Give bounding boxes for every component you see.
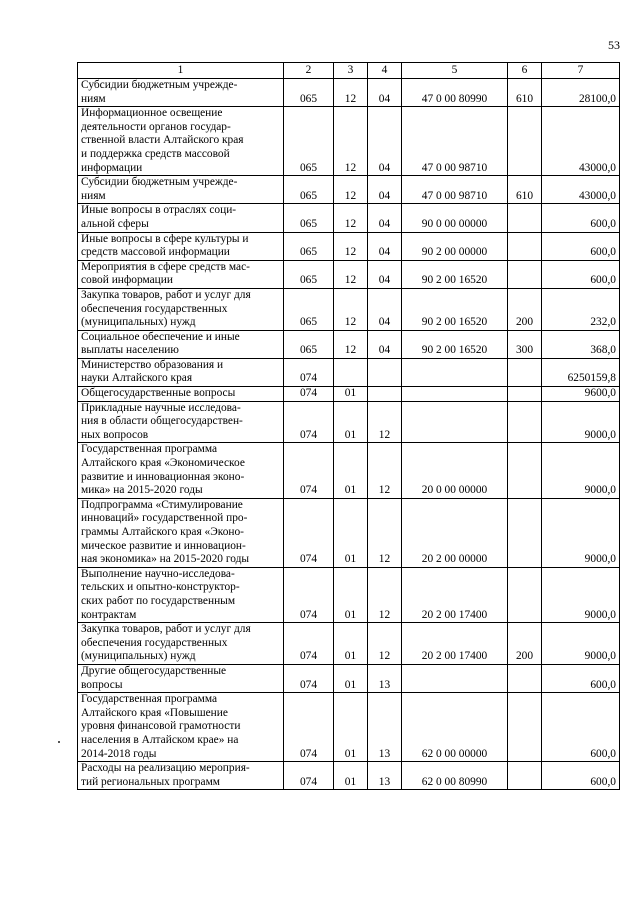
table-body: [78, 79, 620, 790]
expense-type-code: [508, 664, 542, 692]
subsection-code: 13: [368, 664, 402, 692]
section-code: 01: [334, 443, 368, 498]
ministry-code: 074: [284, 664, 334, 692]
ministry-code: 074: [284, 623, 334, 665]
ministry-code: 065: [284, 330, 334, 358]
amount: 28100,0: [542, 79, 620, 107]
item-name: Министерство образования и науки Алтайского края: [78, 358, 284, 386]
section-code: 12: [334, 330, 368, 358]
amount: 232,0: [542, 288, 620, 330]
table-row: [78, 107, 620, 176]
subsection-code: 04: [368, 204, 402, 232]
ministry-code: 065: [284, 288, 334, 330]
subsection-code: [368, 358, 402, 386]
amount: 600,0: [542, 693, 620, 762]
table-row: [78, 401, 620, 443]
table-row: [78, 204, 620, 232]
page-number: 53: [608, 38, 620, 52]
table-row: [78, 358, 620, 386]
target-article-code: 47 0 00 98710: [402, 107, 508, 176]
expense-type-code: [508, 401, 542, 443]
target-article-code: 90 2 00 16520: [402, 330, 508, 358]
ministry-code: 065: [284, 176, 334, 204]
section-code: 01: [334, 693, 368, 762]
expense-type-code: [508, 260, 542, 288]
section-code: [334, 358, 368, 386]
table-row: [78, 176, 620, 204]
ministry-code: 074: [284, 401, 334, 443]
table-row: [78, 387, 620, 402]
subsection-code: [368, 387, 402, 402]
item-name: Государственная программа Алтайского края «Экономическое развитие и инновационная эконо- мика» на 2015-2020 годы: [78, 443, 284, 498]
target-article-code: 90 2 00 16520: [402, 288, 508, 330]
amount: 9000,0: [542, 443, 620, 498]
expense-type-code: 610: [508, 79, 542, 107]
target-article-code: 20 2 00 17400: [402, 567, 508, 622]
target-article-code: 90 2 00 00000: [402, 232, 508, 260]
item-name: Подпрограмма «Стимулирование инноваций» государственной про- граммы Алтайского края «Эконо- мическое развитие и инновацион- ная экономика» на 2015-2020 годы: [78, 498, 284, 567]
expense-type-code: [508, 204, 542, 232]
section-code: 01: [334, 387, 368, 402]
amount: 600,0: [542, 260, 620, 288]
expense-type-code: 200: [508, 623, 542, 665]
subsection-code: 12: [368, 623, 402, 665]
table-row: [78, 664, 620, 692]
expense-type-code: [508, 498, 542, 567]
subsection-code: 13: [368, 762, 402, 790]
header-cell: 1: [78, 63, 284, 79]
target-article-code: 62 0 00 80990: [402, 762, 508, 790]
target-article-code: 90 2 00 16520: [402, 260, 508, 288]
expense-type-code: 200: [508, 288, 542, 330]
item-name: Информационное освещение деятельности органов государ- ственной власти Алтайского края и поддержка средств массовой информации: [78, 107, 284, 176]
table-row: [78, 232, 620, 260]
item-name: Государственная программа Алтайского края «Повышение уровня финансовой грамотности населения в Алтайском крае» на 2014-2018 годы: [78, 693, 284, 762]
amount: 9600,0: [542, 387, 620, 402]
section-code: 01: [334, 623, 368, 665]
table-row: [78, 567, 620, 622]
item-name: Мероприятия в сфере средств мас- совой информации: [78, 260, 284, 288]
table-row: [78, 79, 620, 107]
expense-type-code: [508, 387, 542, 402]
expense-type-code: [508, 107, 542, 176]
amount: 600,0: [542, 232, 620, 260]
amount: 43000,0: [542, 176, 620, 204]
budget-table: [77, 62, 620, 790]
table-row: [78, 498, 620, 567]
target-article-code: 20 0 00 00000: [402, 443, 508, 498]
scan-mark: [58, 741, 60, 743]
expense-type-code: [508, 762, 542, 790]
subsection-code: 04: [368, 288, 402, 330]
subsection-code: 04: [368, 330, 402, 358]
amount: 600,0: [542, 204, 620, 232]
target-article-code: 20 2 00 00000: [402, 498, 508, 567]
amount: 9000,0: [542, 401, 620, 443]
item-name: Выполнение научно-исследова- тельских и опытно-конструктор- ских работ по государственным контрактам: [78, 567, 284, 622]
item-name: Субсидии бюджетным учрежде- ниям: [78, 79, 284, 107]
ministry-code: 074: [284, 567, 334, 622]
expense-type-code: [508, 693, 542, 762]
table-row: [78, 330, 620, 358]
subsection-code: 12: [368, 498, 402, 567]
expense-type-code: 610: [508, 176, 542, 204]
section-code: 12: [334, 232, 368, 260]
amount: 368,0: [542, 330, 620, 358]
item-name: Прикладные научные исследова- ния в области общегосударствен- ных вопросов: [78, 401, 284, 443]
amount: 9000,0: [542, 623, 620, 665]
subsection-code: 04: [368, 79, 402, 107]
target-article-code: [402, 387, 508, 402]
item-name: Закупка товаров, работ и услуг для обеспечения государственных (муниципальных) нужд: [78, 623, 284, 665]
subsection-code: 04: [368, 176, 402, 204]
target-article-code: 90 0 00 00000: [402, 204, 508, 232]
section-code: 01: [334, 664, 368, 692]
amount: 600,0: [542, 664, 620, 692]
header-cell: 3: [334, 63, 368, 79]
header-cell: 6: [508, 63, 542, 79]
target-article-code: 62 0 00 00000: [402, 693, 508, 762]
target-article-code: [402, 358, 508, 386]
section-code: 01: [334, 498, 368, 567]
expense-type-code: 300: [508, 330, 542, 358]
amount: 43000,0: [542, 107, 620, 176]
header-row: [78, 63, 620, 79]
table-row: [78, 443, 620, 498]
header-cell: 7: [542, 63, 620, 79]
section-code: 12: [334, 204, 368, 232]
subsection-code: 04: [368, 107, 402, 176]
subsection-code: 12: [368, 401, 402, 443]
subsection-code: 13: [368, 693, 402, 762]
section-code: 01: [334, 401, 368, 443]
expense-type-code: [508, 567, 542, 622]
subsection-code: 04: [368, 232, 402, 260]
ministry-code: 074: [284, 443, 334, 498]
amount: 9000,0: [542, 498, 620, 567]
expense-type-code: [508, 358, 542, 386]
ministry-code: 074: [284, 387, 334, 402]
ministry-code: 065: [284, 79, 334, 107]
ministry-code: 074: [284, 762, 334, 790]
item-name: Другие общегосударственные вопросы: [78, 664, 284, 692]
section-code: 01: [334, 567, 368, 622]
table-row: [78, 260, 620, 288]
target-article-code: [402, 401, 508, 443]
target-article-code: 47 0 00 80990: [402, 79, 508, 107]
table-row: [78, 623, 620, 665]
header-cell: 2: [284, 63, 334, 79]
target-article-code: [402, 664, 508, 692]
table-row: [78, 693, 620, 762]
amount: 6250159,8: [542, 358, 620, 386]
table-row: [78, 288, 620, 330]
amount: 9000,0: [542, 567, 620, 622]
subsection-code: 04: [368, 260, 402, 288]
amount: 600,0: [542, 762, 620, 790]
ministry-code: 065: [284, 260, 334, 288]
section-code: 12: [334, 288, 368, 330]
section-code: 12: [334, 107, 368, 176]
header-cell: 4: [368, 63, 402, 79]
item-name: Иные вопросы в отраслях соци- альной сферы: [78, 204, 284, 232]
ministry-code: 065: [284, 232, 334, 260]
header-cell: 5: [402, 63, 508, 79]
ministry-code: 074: [284, 358, 334, 386]
section-code: 12: [334, 79, 368, 107]
item-name: Социальное обеспечение и иные выплаты населению: [78, 330, 284, 358]
target-article-code: 20 2 00 17400: [402, 623, 508, 665]
target-article-code: 47 0 00 98710: [402, 176, 508, 204]
ministry-code: 065: [284, 204, 334, 232]
section-code: 12: [334, 176, 368, 204]
ministry-code: 074: [284, 498, 334, 567]
item-name: Иные вопросы в сфере культуры и средств массовой информации: [78, 232, 284, 260]
expense-type-code: [508, 232, 542, 260]
expense-type-code: [508, 443, 542, 498]
item-name: Субсидии бюджетным учрежде- ниям: [78, 176, 284, 204]
ministry-code: 065: [284, 107, 334, 176]
item-name: Расходы на реализацию мероприя- тий региональных программ: [78, 762, 284, 790]
item-name: Закупка товаров, работ и услуг для обеспечения государственных (муниципальных) нужд: [78, 288, 284, 330]
subsection-code: 12: [368, 443, 402, 498]
item-name: Общегосударственные вопросы: [78, 387, 284, 402]
section-code: 01: [334, 762, 368, 790]
section-code: 12: [334, 260, 368, 288]
table-row: [78, 762, 620, 790]
ministry-code: 074: [284, 693, 334, 762]
subsection-code: 12: [368, 567, 402, 622]
